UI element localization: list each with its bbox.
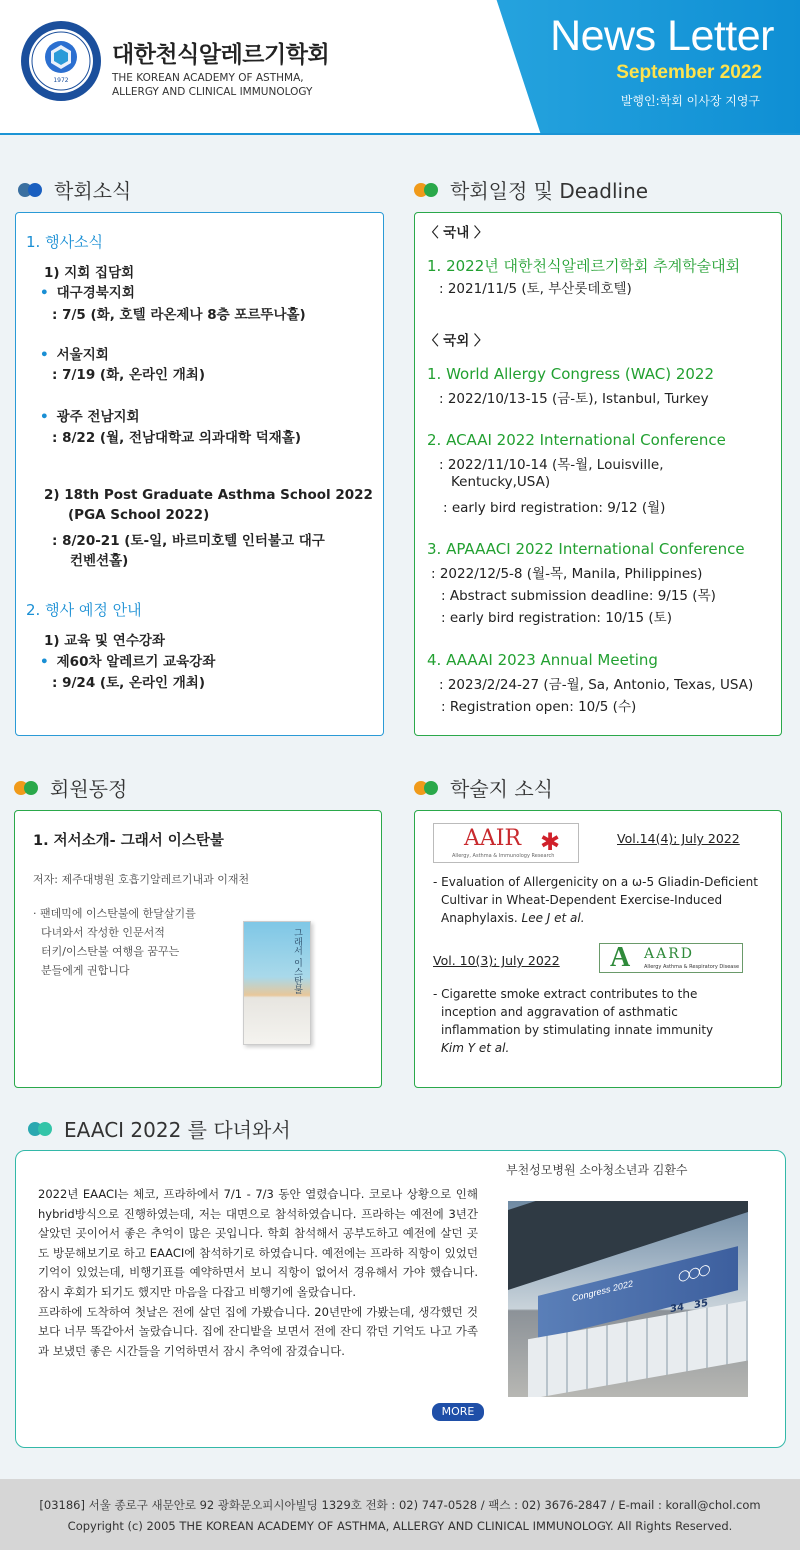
aard-article-title-3[interactable]: inflammation by stimulating innate immunity bbox=[441, 1023, 714, 1037]
eaaci-venue-photo[interactable] bbox=[508, 1201, 748, 1397]
heading-dots-icon bbox=[414, 183, 440, 197]
aard-a-icon: A bbox=[610, 942, 631, 973]
news-heading-text: 학회소식 bbox=[54, 179, 132, 203]
schedule-item-detail: : 2022/10/13-15 (금-토), Istanbul, Turkey bbox=[439, 391, 709, 407]
aard-logo-text: AARD bbox=[644, 946, 694, 962]
schedule-box bbox=[414, 212, 782, 736]
aair-article-title-2[interactable]: Cultivar in Wheat-Dependent Exercise-Induced bbox=[441, 893, 723, 907]
domestic-label: 〈 국내 〉 bbox=[425, 225, 488, 241]
org-name-ko: 대한천식알레르기학회 bbox=[112, 42, 330, 68]
aard-article-title-2[interactable]: inception and aggravation of asthmatic bbox=[441, 1005, 678, 1019]
aair-volume[interactable]: Vol.14(4); July 2022 bbox=[617, 831, 740, 846]
aard-logo[interactable] bbox=[599, 943, 743, 973]
schedule-item-detail: : 2023/2/24-27 (금-월, Sa, Antonio, Texas, USA) bbox=[439, 677, 754, 693]
photo-gate-number-2: 35 bbox=[694, 1297, 708, 1312]
eaaci-heading bbox=[28, 1114, 291, 1143]
members-heading bbox=[14, 773, 127, 802]
pga-school-detail: : 8/20-21 (토-일, 바르미호텔 인터불고 대구 bbox=[52, 533, 325, 549]
schedule-item-detail: : early bird registration: 9/12 (월) bbox=[443, 500, 666, 516]
members-heading-text: 회원동정 bbox=[50, 777, 128, 801]
banner-text: Congress 2022 bbox=[572, 1278, 634, 1304]
logo-year: 1972 bbox=[53, 77, 69, 84]
branch-meeting-subtitle: 1) 지회 집담회 bbox=[44, 265, 135, 281]
footer-address: [03186] 서울 종로구 새문안로 92 광화문오피시아빌딩 1329호 전화 : 02) 747-0528 / 팩스 : 02) 3676-2847 / E-mail : korall@chol.com bbox=[39, 1498, 761, 1512]
aair-logo[interactable] bbox=[433, 823, 579, 863]
journal-heading-text: 학술지 소식 bbox=[450, 777, 553, 801]
org-name-en-line2: ALLERGY AND CLINICAL IMMUNOLOGY bbox=[112, 86, 313, 98]
book-desc: · 팬데믹에 이스탄불에 한달살기를 bbox=[33, 907, 196, 920]
pga-school-title: 2) 18th Post Graduate Asthma School 2022 bbox=[44, 487, 373, 503]
heading-dots-icon bbox=[18, 183, 44, 197]
upcoming-events-title: 2. 행사 예정 안내 bbox=[26, 601, 142, 619]
heading-dots-icon bbox=[28, 1122, 54, 1136]
aard-logo-subtitle: Allergy Asthma & Respiratory Disease bbox=[644, 964, 740, 970]
aair-logo-text: AAIR bbox=[464, 826, 522, 851]
org-name-en-line1: THE KOREAN ACADEMY OF ASTHMA, bbox=[112, 72, 304, 84]
book-desc: 터키/이스탄불 여행을 꿈꾸는 bbox=[41, 945, 180, 958]
schedule-item-detail: : 2022/11/10-14 (목-월, Louisville, bbox=[439, 457, 664, 473]
heading-dots-icon bbox=[414, 781, 440, 795]
members-box bbox=[14, 810, 382, 1088]
newsletter-issue: September 2022 bbox=[616, 62, 762, 83]
list-item-detail: : 7/19 (화, 온라인 개최) bbox=[52, 367, 206, 383]
aair-star-icon: ✱ bbox=[540, 828, 561, 856]
journal-heading bbox=[414, 773, 553, 802]
book-desc: 분들에게 권합니다 bbox=[41, 964, 130, 977]
pga-school-detail-2: 컨벤션홀) bbox=[70, 553, 129, 569]
aard-article-title[interactable]: - Cigarette smoke extract contributes to the bbox=[433, 987, 698, 1001]
org-name-en bbox=[112, 71, 332, 99]
academy-logo[interactable] bbox=[20, 20, 102, 102]
list-item-detail: : 9/24 (토, 온라인 개최) bbox=[52, 675, 206, 691]
eaaci-heading-text: EAACI 2022 를 다녀와서 bbox=[64, 1118, 291, 1142]
schedule-heading bbox=[414, 175, 648, 204]
aair-logo-subtitle: Allergy, Asthma & Immunology Research bbox=[452, 853, 555, 859]
header-divider bbox=[0, 133, 800, 135]
schedule-item-detail: : Abstract submission deadline: 9/15 (목) bbox=[441, 588, 716, 604]
footer bbox=[0, 1479, 800, 1550]
list-item-detail: : 8/22 (월, 전남대학교 의과대학 덕재홀) bbox=[52, 430, 302, 446]
aair-article-title[interactable]: - Evaluation of Allergenicity on a ω-5 Gliadin-Deficient bbox=[433, 875, 758, 889]
book-desc: 다녀와서 작성한 인문서적 bbox=[41, 926, 165, 939]
schedule-item-detail: : early bird registration: 10/15 (토) bbox=[441, 610, 672, 626]
schedule-item-detail: : Registration open: 10/5 (수) bbox=[441, 699, 637, 715]
eaaci-paragraph: 2022년 EAACI는 체코, 프라하에서 7/1 - 7/3 동안 열렸습니다. 코로나 상황으로 인해 hybrid방식으로 진행하였는데, 저는 대면으로 참석하였습니다. 프라하는 예전에 3년간 살았던 곳이어서 좋은 추억이 많은 곳입니다. 학회 참석해서 공부도하고 예전에 살던 곳도 방문해보기로 하고 EAACI에 참석하기로 하였습니다. 예전에는 프라하 직항이 있었던 기억이 있었는데, 비행기표를 예약하면서 보니 직항이 없어서 경유해서 가야 했습니다. 잠시 후회가 되기도 했지만 마음을 다잡고 비행기에 올랐습니다. bbox=[38, 1187, 478, 1299]
footer-copyright: Copyright (c) 2005 THE KOREAN ACADEMY OF ASTHMA, ALLERGY AND CLINICAL IMMUNOLOGY. All Rights Reserved. bbox=[67, 1519, 733, 1533]
pga-school-subtitle: (PGA School 2022) bbox=[68, 507, 210, 523]
news-box bbox=[15, 212, 384, 736]
event-news-title: 1. 행사소식 bbox=[26, 233, 104, 251]
international-label: 〈 국외 〉 bbox=[425, 333, 488, 349]
schedule-item-title[interactable]: 1. 2022년 대한천식알레르기학회 추계학술대회 bbox=[427, 257, 741, 275]
list-item: • 서울지회 bbox=[40, 343, 109, 363]
schedule-item-detail: : 2022/12/5-8 (월-목, Manila, Philippines) bbox=[431, 566, 703, 582]
list-item: • 제60차 알레르기 교육강좌 bbox=[40, 650, 215, 670]
book-cover-image[interactable] bbox=[243, 921, 311, 1045]
heading-dots-icon bbox=[14, 781, 40, 795]
list-item: • 광주 전남지회 bbox=[40, 405, 140, 425]
schedule-item-detail: : 2021/11/5 (토, 부산롯데호텔) bbox=[439, 281, 632, 297]
publisher: 발행인:학회 이사장 지영구 bbox=[620, 94, 760, 108]
schedule-item-title[interactable]: 1. World Allergy Congress (WAC) 2022 bbox=[427, 365, 714, 383]
newsletter-title: News Letter bbox=[550, 12, 774, 60]
book-author: 저자: 제주대병원 호흡기알레르기내과 이재천 bbox=[33, 873, 250, 886]
book-intro-title[interactable]: 1. 저서소개- 그래서 이스탄불 bbox=[33, 833, 224, 849]
photo-gate-number-1: 34 bbox=[670, 1301, 684, 1316]
journal-box bbox=[414, 810, 782, 1088]
eaaci-paragraph: 프라하에 도착하여 첫날은 전에 살던 집에 가봤습니다. 20년만에 가봤는데, 생각했던 것보다 너무 똑같아서 놀랐습니다. 집에 잔디밭을 보면서 전에 잔디 깎던 기억도 나고 가족과 보냈던 좋은 시간들을 기억하면서 잠시 추억에 잠겼습니다. bbox=[38, 1304, 478, 1358]
schedule-item-title[interactable]: 4. AAAAI 2023 Annual Meeting bbox=[427, 651, 658, 669]
eaaci-author: 부천성모병원 소아청소년과 김환수 bbox=[506, 1163, 688, 1177]
banner-rings-icon: ○○○ bbox=[678, 1261, 709, 1286]
schedule-item-detail: Kentucky,USA) bbox=[451, 474, 551, 490]
schedule-heading-text: 학회일정 및 Deadline bbox=[450, 179, 649, 203]
aair-article-title-3[interactable]: Anaphylaxis. bbox=[441, 911, 518, 925]
list-item: • 대구경북지회 bbox=[40, 281, 135, 301]
header bbox=[0, 0, 800, 135]
eaaci-text bbox=[38, 1185, 478, 1361]
aard-volume[interactable]: Vol. 10(3); July 2022 bbox=[433, 953, 560, 968]
aair-article-authors: Lee J et al. bbox=[521, 911, 585, 925]
education-subtitle: 1) 교육 및 연수강좌 bbox=[44, 633, 165, 649]
book-cover-title: 그래서 이스탄불 bbox=[292, 928, 302, 994]
eaaci-box bbox=[15, 1150, 786, 1448]
schedule-item-title[interactable]: 2. ACAAI 2022 International Conference bbox=[427, 431, 726, 449]
list-item-detail: : 7/5 (화, 호텔 라온제나 8층 포르뚜나홀) bbox=[52, 307, 306, 323]
news-heading bbox=[18, 175, 131, 204]
more-button[interactable]: MORE bbox=[432, 1403, 484, 1421]
schedule-item-title[interactable]: 3. APAAACI 2022 International Conference bbox=[427, 540, 745, 558]
aard-article-authors: Kim Y et al. bbox=[441, 1041, 510, 1055]
